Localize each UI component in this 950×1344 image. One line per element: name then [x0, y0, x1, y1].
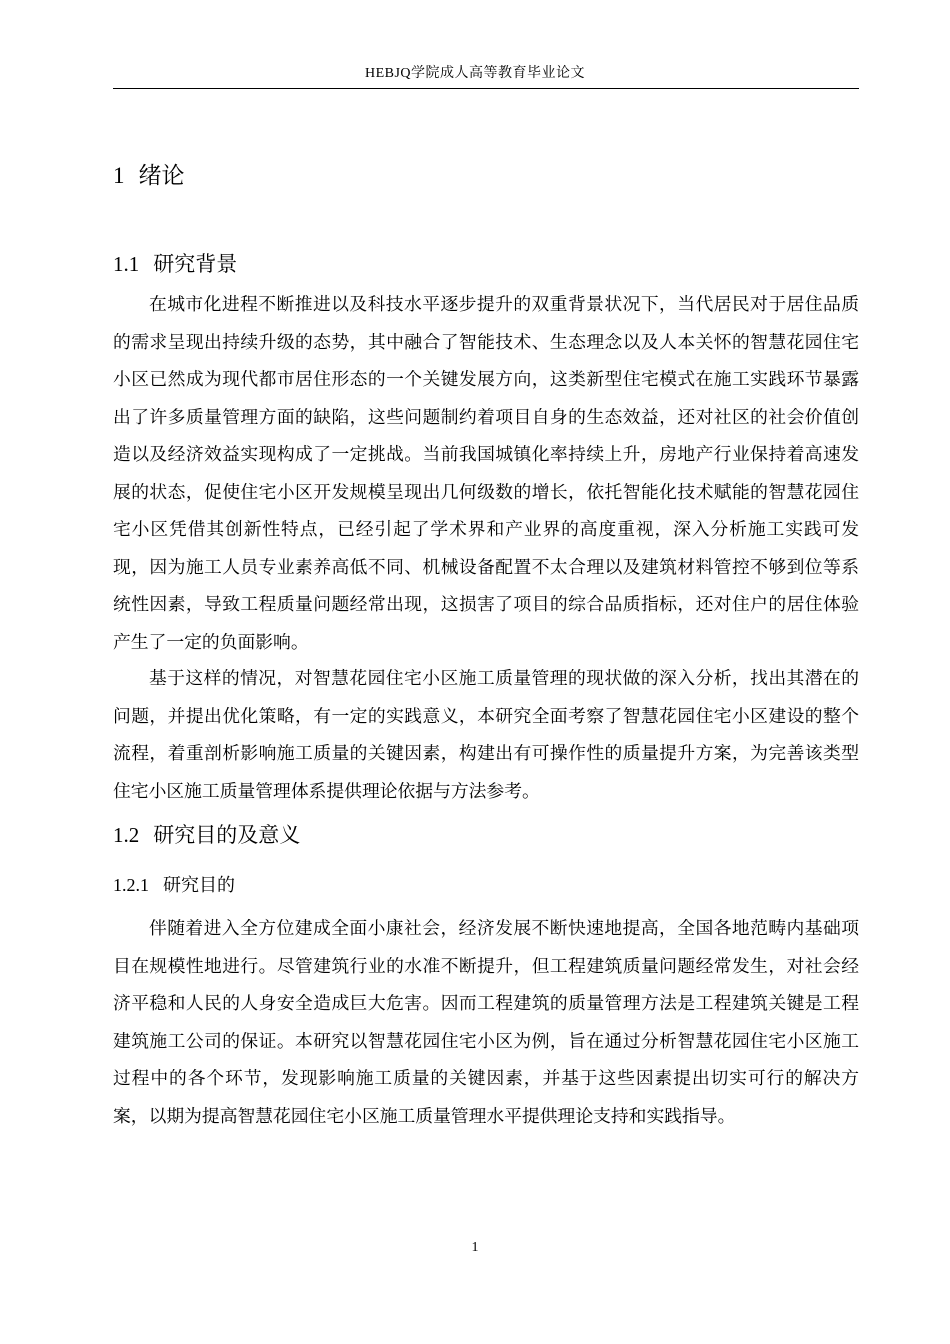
- header-rule: [113, 88, 859, 89]
- section-number: 1.2: [113, 823, 140, 847]
- section-number: 1.1: [113, 252, 140, 276]
- subsection-number: 1.2.1: [113, 875, 149, 895]
- chapter-title-text: 绪论: [138, 163, 185, 189]
- paragraph-background-2: 基于这样的情况，对智慧花园住宅小区施工质量管理的现状做的深入分析，找出其潜在的问题，并提出优化策略，有一定的实践意义，本研究全面考察了智慧花园住宅小区建设的整个流程，着重剖析影响施工质量的关键因素，构建出有可操作性的质量提升方案，为完善该类型住宅小区施工质量管理体系提供理论依据与方法参考。: [113, 668, 859, 802]
- section-title-1-1: [113, 248, 237, 280]
- running-header: HEBJQ学院成人高等教育毕业论文: [364, 66, 586, 81]
- subsection-title-1-2-1: [113, 870, 235, 901]
- chapter-title: [113, 158, 185, 194]
- section-title-text: 研究目的及意义: [153, 823, 301, 847]
- subsection-title-text: 研究目的: [163, 875, 235, 896]
- section-title-1-2: [113, 819, 300, 851]
- section-title-text: 研究背景: [153, 252, 238, 276]
- page-number: 1: [471, 1240, 479, 1255]
- chapter-number: 1: [113, 163, 125, 188]
- paragraph-background-1: 在城市化进程不断推进以及科技水平逐步提升的双重背景状况下，当代居民对于居住品质的需求呈现出持续升级的态势，其中融合了智能技术、生态理念以及人本关怀的智慧花园住宅小区已然成为现代都市居住形态的一个关键发展方向，这类新型住宅模式在施工实践环节暴露出了许多质量管理方面的缺陷，这些问题制约着项目自身的生态效益，还对社区的社会价值创造以及经济效益实现构成了一定挑战。当前我国城镇化率持续上升，房地产行业保持着高速发展的状态，促使住宅小区开发规模呈现出几何级数的增长，依托智能化技术赋能的智慧花园住宅小区凭借其创新性特点，已经引起了学术界和产业界的高度重视，深入分析施工实践可发现，因为施工人员专业素养高低不同、机械设备配置不太合理以及建筑材料管控不够到位等系统性因素，导致工程质量问题经常出现，这损害了项目的综合品质指标，还对住户的居住体验产生了一定的负面影响。: [113, 294, 859, 653]
- paragraph-research-purpose: 伴随着进入全方位建成全面小康社会，经济发展不断快速地提高，全国各地范畴内基础项目在规模性地进行。尽管建筑行业的水准不断提升，但工程建筑质量问题经常发生，对社会经济平稳和人民的人身安全造成巨大危害。因而工程建筑的质量管理方法是工程建筑关键是工程建筑施工公司的保证。本研究以智慧花园住宅小区为例，旨在通过分析智慧花园住宅小区施工过程中的各个环节，发现影响施工质量的关键因素，并基于这些因素提出切实可行的解决方案，以期为提高智慧花园住宅小区施工质量管理水平提供理论支持和实践指导。: [113, 918, 859, 1127]
